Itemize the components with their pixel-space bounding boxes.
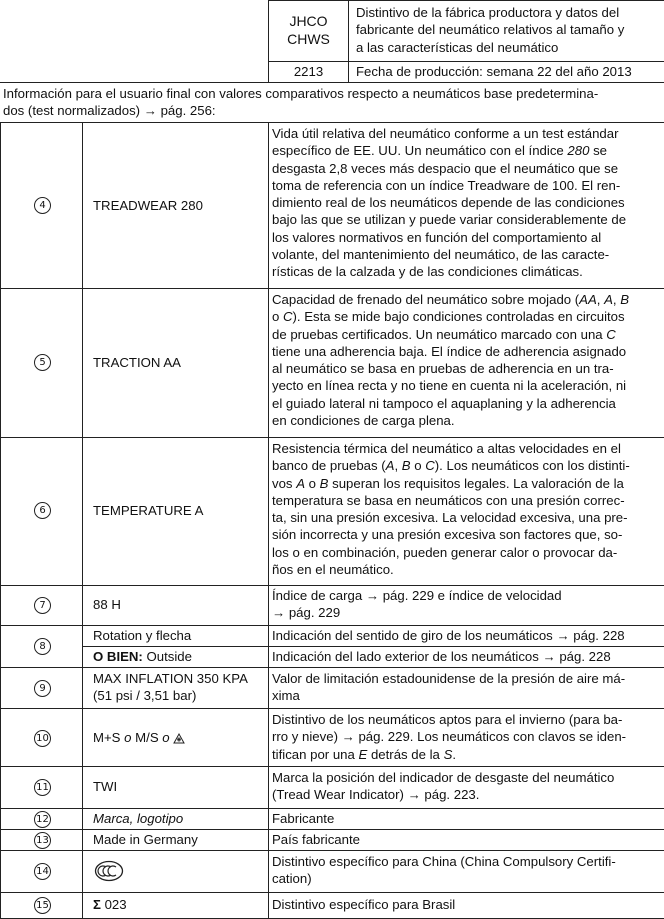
intro-page-link[interactable]: dos (test normalizados) → pág. 256: [3,103,216,119]
row-desc-rotation[interactable]: Indicación del sentido de giro de los neumáticos → pág. 228 [272,628,625,643]
row-desc-max-inflation: Valor de limitación estadounidense de la presión de aire má- xima [272,671,626,704]
row-desc-brand: Fabricante [272,811,335,826]
row-label-rotation: Rotation y flecha [93,628,192,643]
row-number-14-icon: 14 [34,863,51,880]
row-number-15-icon: 15 [34,897,51,914]
row-label-made-in: Made in Germany [93,832,198,847]
row-label-max-inflation: MAX INFLATION 350 KPA (51 psi / 3,51 bar) [93,671,248,704]
row-label-brand: Marca, logotipo [93,811,184,826]
row-number-9-icon: 9 [34,680,51,697]
row-label-treadwear: TREADWEAR 280 [93,198,203,213]
row-desc-load-speed[interactable]: Índice de carga → pág. 229 e índice de velocidad → pág. 229 [272,588,562,621]
factory-code-description: Distintivo de la fábrica productora y datos del fabricante del neumático relativos al tamaño y a las características del neumático [356,5,625,55]
ccc-mark-icon [94,860,124,885]
intro-paragraph: Información para el usuario final con valores comparativos respecto a neumáticos base predetermina- dos (test normalizados) → pág. 256: [3,85,663,120]
row-desc-treadwear: Vida útil relativa del neumático conforme a un test estándar específico de EE. UU. Un neumático con el índice 280 se desgasta 2,8 veces más despacio que el neumático que se toma de referencia con un índice Treadware de 100. El ren- dimiento real de los neumáticos depende de las condiciones bajo las que se utilizan y puede variar considerablemente de los valores normativos en función del comportamiento al volante, del mantenimiento del neumático, de las caracte- rísticas de la calzada y de las condiciones climáticas. [272,126,627,280]
date-code-description: Fecha de producción: semana 22 del año 2013 [356,64,632,79]
row-number-12-icon: 12 [34,811,51,828]
factory-code-line2: CHWS [287,31,330,47]
row-label-twi: TWI [93,779,118,794]
row-number-4-icon: 4 [34,197,51,214]
row-number-7-icon: 7 [34,597,51,614]
row-label-traction: TRACTION AA [93,355,181,370]
row-desc-winter: Distintivo de los neumáticos aptos para el invierno (para ba- rro y nieve) → pág. 229. Los neumáticos con clavos se iden- tifican por una E detrás de la S. [272,712,627,762]
row-desc-temperature: Resistencia térmica del neumático a altas velocidades en el banco de pruebas (A, B o C). Los neumáticos con los distinti- vos A o B superan los requisitos legales. La valoración de la temperatura se basa en neumáticos con una presión correc- ta, sin una presión excesiva. La velocidad excesiva, una pre- sión incorrecta y una presión excesiva son factores que, so- los o en combinación, pueden generar calor o provocar da- ños en el neumático. [272,441,630,578]
row-desc-twi: Marca la posición del indicador de desgaste del neumático (Tread Wear Indicator) → pág. 223. [272,770,615,803]
factory-code-line1: JHCO [289,13,328,29]
row-label-inmetro: Σ 023 [93,897,127,912]
row-desc-inmetro: Distintivo específico para Brasil [272,897,456,912]
row-number-5-icon: 5 [34,354,51,371]
row-desc-outside[interactable]: Indicación del lado exterior de los neumáticos → pág. 228 [272,649,611,664]
date-code: 2213 [293,64,324,79]
row-label-temperature: TEMPERATURE A [93,503,204,518]
row-number-6-icon: 6 [34,502,51,519]
row-number-10-icon: 10 [34,730,51,747]
row-label-outside: O BIEN: Outside [93,649,192,664]
snowflake-mountain-icon [173,731,185,748]
row-number-13-icon: 13 [34,832,51,849]
row-label-winter: M+S o M/S o [93,729,185,748]
row-number-8-icon: 8 [34,638,51,655]
row-label-load-speed: 88 H [93,597,121,612]
inmetro-mark-icon: Σ [93,897,101,912]
row-desc-traction: Capacidad de frenado del neumático sobre mojado (AA, A, B o C). Esta se mide bajo condiciones controladas en circuitos de pruebas certificados. Un neumático marcado con una C tiene una adherencia baja. El índice de adherencia asignado al neumático se basa en pruebas de adherencia en un tra- yecto en línea recta y no tiene en cuenta ni la aceleración, ni el guiado lateral ni tampoco el aquaplaning y la adherencia en condiciones de carga plena. [272,292,630,429]
row-desc-made-in: País fabricante [272,832,360,847]
row-number-11-icon: 11 [34,779,51,796]
row-desc-ccc: Distintivo específico para China (China Compulsory Certifi- cation) [272,854,616,887]
